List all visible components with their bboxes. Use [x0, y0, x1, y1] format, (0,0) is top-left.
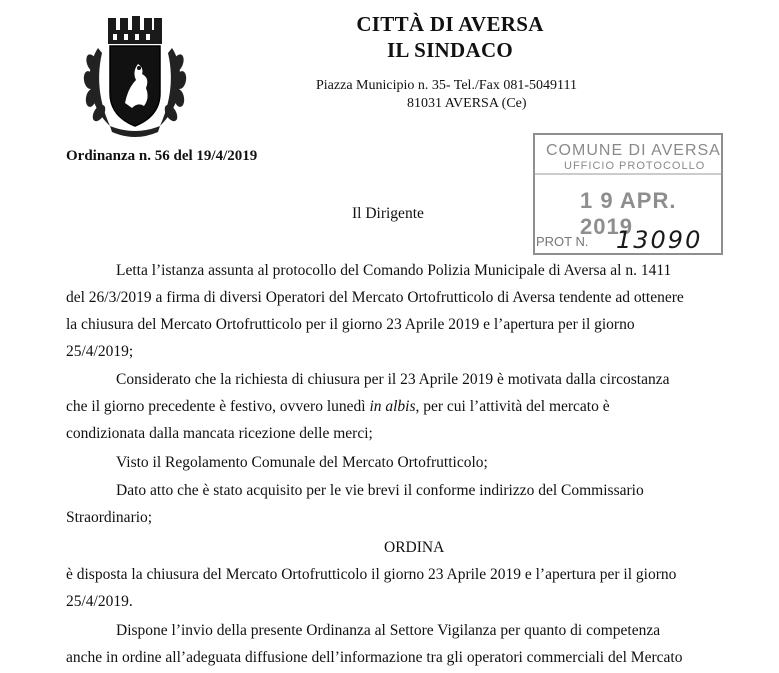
city-crest-icon — [80, 8, 190, 143]
paragraph-2-line-2 — [66, 393, 714, 420]
paragraph-4-line-2: Straordinario; — [66, 509, 153, 526]
paragraph-5-line-2: 25/4/2019. — [66, 593, 133, 610]
ordina-heading: ORDINA — [384, 539, 445, 556]
paragraph-1-line-1: Letta l’istanza assunta al protocollo del Comando Polizia Municipale di Aversa al n. 1411 — [116, 262, 672, 279]
paragraph-2-line-3: condizionata dalla mancata ricezione delle merci; — [66, 425, 373, 442]
address-line-1: Piazza Municipio n. 35- Tel./Fax 081-5049111 — [316, 78, 577, 93]
paragraph-6-line-2: anche in ordine all’adeguata diffusione dell’informazione tra gli operatori commerciali del Mercato — [66, 649, 683, 666]
paragraph-1-line-4: 25/4/2019; — [66, 343, 134, 360]
signatory-heading: Il Dirigente — [352, 205, 424, 222]
paragraph-1-line-3: la chiusura del Mercato Ortofrutticolo per il giorno 23 Aprile 2019 e l’apertura per il giorno — [66, 316, 635, 333]
office-title: IL SINDACO — [386, 38, 514, 62]
paragraph-4-line-1: Dato atto che è stato acquisito per le vie brevi il conforme indirizzo del Commissario — [116, 482, 644, 499]
stamp-department: UFFICIO PROTOCOLLO — [564, 160, 706, 172]
stamp-prot-label: PROT N. — [536, 234, 589, 249]
p2-italic-term: in albis — [369, 398, 416, 415]
stamp-office: COMUNE DI AVERSA — [546, 142, 721, 159]
address-line-2: 81031 AVERSA (Ce) — [407, 96, 527, 111]
paragraph-1-line-2: del 26/3/2019 a firma di diversi Operatori del Mercato Ortofrutticolo di Aversa tendente ad ottenere — [66, 289, 684, 306]
paragraph-3: Visto il Regolamento Comunale del Mercato Ortofrutticolo; — [116, 454, 488, 471]
paragraph-5-line-1: è disposta la chiusura del Mercato Ortofrutticolo il giorno 23 Aprile 2019 e l’apertura per il giorno — [66, 566, 677, 583]
p2-text-a: che il giorno precedente è festivo, ovvero lunedì — [66, 398, 370, 415]
protocol-stamp — [524, 130, 724, 258]
p2-text-b: , per cui l’attività del mercato è — [415, 398, 610, 415]
city-name: CITTÀ DI AVERSA — [356, 12, 544, 36]
ordinance-reference: Ordinanza n. 56 del 19/4/2019 — [66, 148, 258, 164]
paragraph-6-line-1: Dispone l’invio della presente Ordinanza al Settore Vigilanza per quanto di competenza — [116, 622, 661, 639]
paragraph-2-line-1: Considerato che la richiesta di chiusura per il 23 Aprile 2019 è motivata dalla circostanza — [116, 371, 670, 388]
stamp-date: 1 9 APR. 2019 — [580, 188, 677, 239]
stamp-prot-number: 13090 — [616, 226, 703, 254]
